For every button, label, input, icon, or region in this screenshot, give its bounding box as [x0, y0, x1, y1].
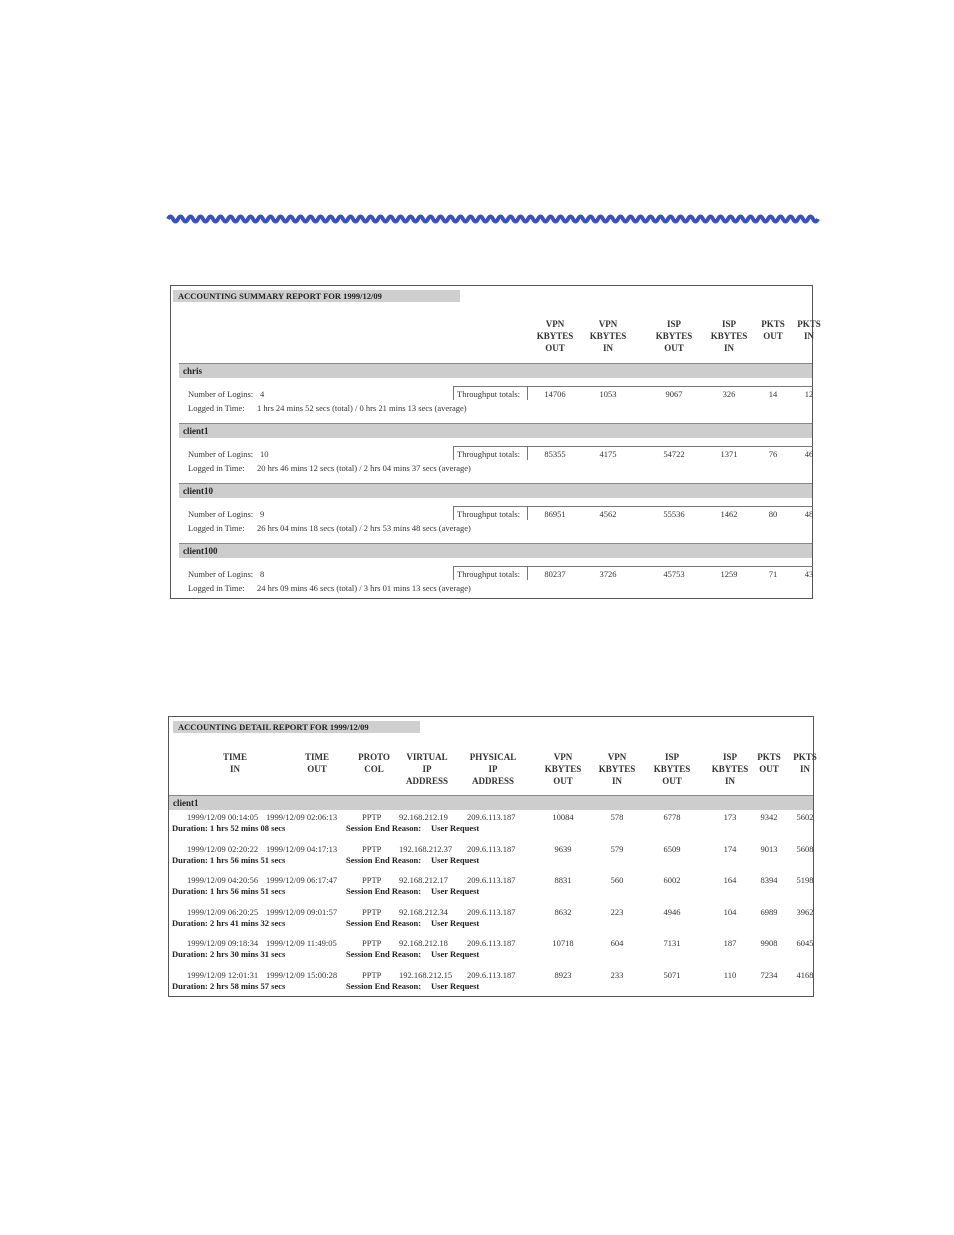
throughput-divider [453, 506, 454, 520]
throughput-value: 46 [804, 449, 814, 459]
metric-cell: 223 [610, 906, 624, 917]
session-end-label: Session End Reason: [346, 854, 422, 865]
throughput-value: 4562 [599, 509, 617, 519]
logged-time-label: Logged in Time: [188, 463, 245, 473]
detail-header-pkts-out: PKTS OUT [757, 752, 781, 774]
time-in-cell: 1999/12/09 00:14:05 [187, 812, 259, 822]
duration-text: Duration: 2 hrs 30 mins 31 secs [172, 949, 286, 959]
detail-header-virtual-ip: VIRTUAL IP ADDRESS [405, 752, 448, 786]
time-in-cell: 1999/12/09 04:20:56 [187, 875, 259, 885]
summary-group-band: client10 [179, 483, 812, 498]
virtual-ip-cell: 192.168.212.15 [399, 969, 453, 980]
virtual-ip-cell: 92.168.212.34 [399, 906, 448, 917]
throughput-value: 45753 [663, 569, 685, 579]
metric-cell: 9908 [760, 938, 778, 948]
time-out-cell: 1999/12/09 02:06:13 [266, 812, 338, 822]
throughput-value: 80 [768, 509, 778, 519]
time-in-cell: 1999/12/09 06:20:25 [187, 906, 259, 917]
metric-cell: 9013 [760, 843, 778, 854]
throughput-value: 14 [768, 389, 778, 399]
throughput-value: 1462 [720, 509, 738, 519]
logged-time-value: 20 hrs 46 mins 12 secs (total) / 2 hrs 04 mins 37 secs (average) [257, 463, 471, 473]
session-end-reason: User Request [431, 917, 480, 928]
metric-cell: 187 [723, 938, 737, 948]
protocol-cell: PPTP [362, 875, 382, 885]
metric-cell: 6045 [796, 938, 814, 948]
duration-text: Duration: 1 hrs 52 mins 08 secs [172, 823, 286, 833]
metric-cell: 173 [723, 812, 737, 822]
duration-text: Duration: 2 hrs 58 mins 57 secs [172, 980, 286, 991]
throughput-value: 1259 [720, 569, 738, 579]
session-end-label: Session End Reason: [346, 949, 422, 959]
detail-header-vpn-kbytes-in: VPN KBYTES IN [598, 752, 636, 786]
throughput-value: 43 [804, 569, 814, 579]
throughput-value: 326 [722, 389, 736, 399]
logins-label: Number of Logins: [188, 509, 254, 519]
logins-value: 4 [260, 389, 265, 399]
logins-value: 9 [260, 509, 265, 519]
session-end-reason: User Request [431, 886, 480, 896]
throughput-value: 55536 [663, 509, 685, 519]
duration-text: Duration: 1 hrs 56 mins 51 secs [172, 886, 286, 896]
metric-cell: 604 [610, 938, 624, 948]
protocol-cell: PPTP [362, 938, 382, 948]
logged-time-label: Logged in Time: [188, 523, 245, 533]
detail-report-title: ACCOUNTING DETAIL REPORT FOR 1999/12/09 [173, 721, 420, 733]
time-in-cell: 1999/12/09 02:20:22 [187, 843, 259, 854]
metric-cell: 233 [610, 969, 624, 980]
metric-cell: 174 [723, 843, 737, 854]
metric-cell: 4168 [796, 969, 814, 980]
wave-divider [168, 212, 816, 226]
duration-text: Duration: 1 hrs 56 mins 51 secs [172, 854, 286, 865]
throughput-label: Throughput totals: [457, 389, 521, 399]
throughput-value: 14706 [544, 389, 566, 399]
session-end-label: Session End Reason: [346, 886, 422, 896]
summary-header-vpn-kbytes-out: VPN KBYTES OUT [536, 319, 574, 353]
time-out-cell: 1999/12/09 06:17:47 [266, 875, 338, 885]
throughput-label: Throughput totals: [457, 509, 521, 519]
session-end-reason: User Request [431, 823, 480, 833]
time-out-cell: 1999/12/09 11:49:05 [266, 938, 337, 948]
metric-cell: 164 [723, 875, 737, 885]
virtual-ip-cell: 192.168.212.37 [399, 843, 453, 854]
session-end-label: Session End Reason: [346, 917, 422, 928]
metric-cell: 7131 [663, 938, 681, 948]
metric-cell: 6509 [663, 843, 681, 854]
summary-group-band: client1 [179, 423, 812, 438]
throughput-value: 48 [804, 509, 814, 519]
metric-cell: 10084 [552, 812, 574, 822]
detail-header-isp-kbytes-out: ISP KBYTES OUT [653, 752, 691, 786]
throughput-value: 76 [768, 449, 778, 459]
throughput-value: 12 [804, 389, 814, 399]
physical-ip-cell: 209.6.113.187 [467, 906, 516, 917]
throughput-value: 1371 [720, 449, 738, 459]
throughput-rule [453, 566, 813, 567]
summary-header-isp-kbytes-out: ISP KBYTES OUT [655, 319, 693, 353]
throughput-value: 71 [768, 569, 778, 579]
throughput-value: 1053 [599, 389, 617, 399]
time-out-cell: 1999/12/09 04:17:13 [266, 843, 338, 854]
metric-cell: 5608 [796, 843, 814, 854]
summary-header-pkts-in: PKTS IN [797, 319, 821, 341]
time-out-cell: 1999/12/09 15:00:28 [266, 969, 338, 980]
protocol-cell: PPTP [362, 906, 382, 917]
physical-ip-cell: 209.6.113.187 [467, 938, 516, 948]
duration-text: Duration: 2 hrs 41 mins 32 secs [172, 917, 286, 928]
metric-cell: 7234 [760, 969, 778, 980]
metric-cell: 5071 [663, 969, 681, 980]
detail-header-time-out: TIME OUT [304, 752, 329, 774]
metric-cell: 110 [723, 969, 737, 980]
logged-time-value: 1 hrs 24 mins 52 secs (total) / 0 hrs 21 mins 13 secs (average) [257, 403, 467, 413]
physical-ip-cell: 209.6.113.187 [467, 875, 516, 885]
metric-cell: 104 [723, 906, 737, 917]
session-end-label: Session End Reason: [346, 823, 422, 833]
metric-cell: 9639 [554, 843, 572, 854]
detail-header-protocol: PROTO COL [358, 752, 390, 774]
throughput-value: 54722 [663, 449, 685, 459]
detail-header-physical-ip: PHYSICAL IP ADDRESS [469, 752, 517, 786]
metric-cell: 3962 [796, 906, 814, 917]
metric-cell: 6002 [663, 875, 681, 885]
logged-time-label: Logged in Time: [188, 403, 245, 413]
metric-cell: 8632 [554, 906, 572, 917]
logged-time-value: 26 hrs 04 mins 18 secs (total) / 2 hrs 53 mins 48 secs (average) [257, 523, 471, 533]
throughput-rule [453, 506, 813, 507]
logins-label: Number of Logins: [188, 569, 254, 579]
protocol-cell: PPTP [362, 812, 382, 822]
metric-cell: 578 [610, 812, 624, 822]
summary-report-title: ACCOUNTING SUMMARY REPORT FOR 1999/12/09 [173, 290, 460, 302]
summary-group-band: chris [179, 363, 812, 378]
throughput-divider [453, 446, 454, 460]
protocol-cell: PPTP [362, 843, 382, 854]
throughput-value: 86951 [544, 509, 566, 519]
summary-header-pkts-out: PKTS OUT [761, 319, 785, 341]
metric-cell: 9342 [760, 812, 778, 822]
throughput-value: 4175 [599, 449, 617, 459]
detail-header-pkts-in: PKTS IN [793, 752, 817, 774]
metric-cell: 8923 [554, 969, 572, 980]
metric-cell: 6778 [663, 812, 681, 822]
metric-cell: 5602 [796, 812, 814, 822]
metric-cell: 4946 [663, 906, 681, 917]
protocol-cell: PPTP [362, 969, 382, 980]
metric-cell: 10718 [552, 938, 574, 948]
throughput-rule [453, 446, 813, 447]
virtual-ip-cell: 92.168.212.19 [399, 812, 448, 822]
logged-time-label: Logged in Time: [188, 583, 245, 593]
metric-cell: 560 [610, 875, 624, 885]
physical-ip-cell: 209.6.113.187 [467, 843, 516, 854]
throughput-rule [453, 386, 813, 387]
summary-header-isp-kbytes-in: ISP KBYTES IN [710, 319, 748, 353]
detail-header-time-in: TIME IN [222, 752, 247, 774]
throughput-divider [453, 386, 454, 400]
time-in-cell: 1999/12/09 12:01:31 [187, 969, 259, 980]
detail-header-isp-kbytes-in: ISP KBYTES IN [711, 752, 749, 786]
session-end-reason: User Request [431, 980, 480, 991]
logins-label: Number of Logins: [188, 389, 254, 399]
time-in-cell: 1999/12/09 09:18:34 [187, 938, 259, 948]
throughput-divider [453, 566, 454, 580]
physical-ip-cell: 209.6.113.187 [467, 812, 516, 822]
session-end-reason: User Request [431, 854, 480, 865]
throughput-value: 85355 [544, 449, 566, 459]
logins-value: 10 [260, 449, 269, 459]
metric-cell: 5198 [796, 875, 814, 885]
metric-cell: 579 [610, 843, 624, 854]
session-end-label: Session End Reason: [346, 980, 422, 991]
logged-time-value: 24 hrs 09 mins 46 secs (total) / 3 hrs 01 mins 13 secs (average) [257, 583, 471, 593]
virtual-ip-cell: 92.168.212.18 [399, 938, 448, 948]
metric-cell: 8831 [554, 875, 572, 885]
summary-group-band: client100 [179, 543, 812, 558]
throughput-value: 80237 [544, 569, 566, 579]
summary-report-panel [170, 285, 821, 599]
time-out-cell: 1999/12/09 09:01:57 [266, 906, 338, 917]
throughput-label: Throughput totals: [457, 449, 521, 459]
metric-cell: 6989 [760, 906, 778, 917]
throughput-value: 3726 [599, 569, 617, 579]
logins-label: Number of Logins: [188, 449, 254, 459]
metric-cell: 8394 [760, 875, 778, 885]
throughput-value: 9067 [665, 389, 683, 399]
session-end-reason: User Request [431, 949, 480, 959]
throughput-label: Throughput totals: [457, 569, 521, 579]
virtual-ip-cell: 92.168.212.17 [399, 875, 448, 885]
detail-group-band: client1 [169, 795, 813, 810]
summary-header-vpn-kbytes-in: VPN KBYTES IN [589, 319, 627, 353]
physical-ip-cell: 209.6.113.187 [467, 969, 516, 980]
detail-report-panel [168, 716, 817, 997]
detail-header-vpn-kbytes-out: VPN KBYTES OUT [544, 752, 582, 786]
logins-value: 8 [260, 569, 265, 579]
